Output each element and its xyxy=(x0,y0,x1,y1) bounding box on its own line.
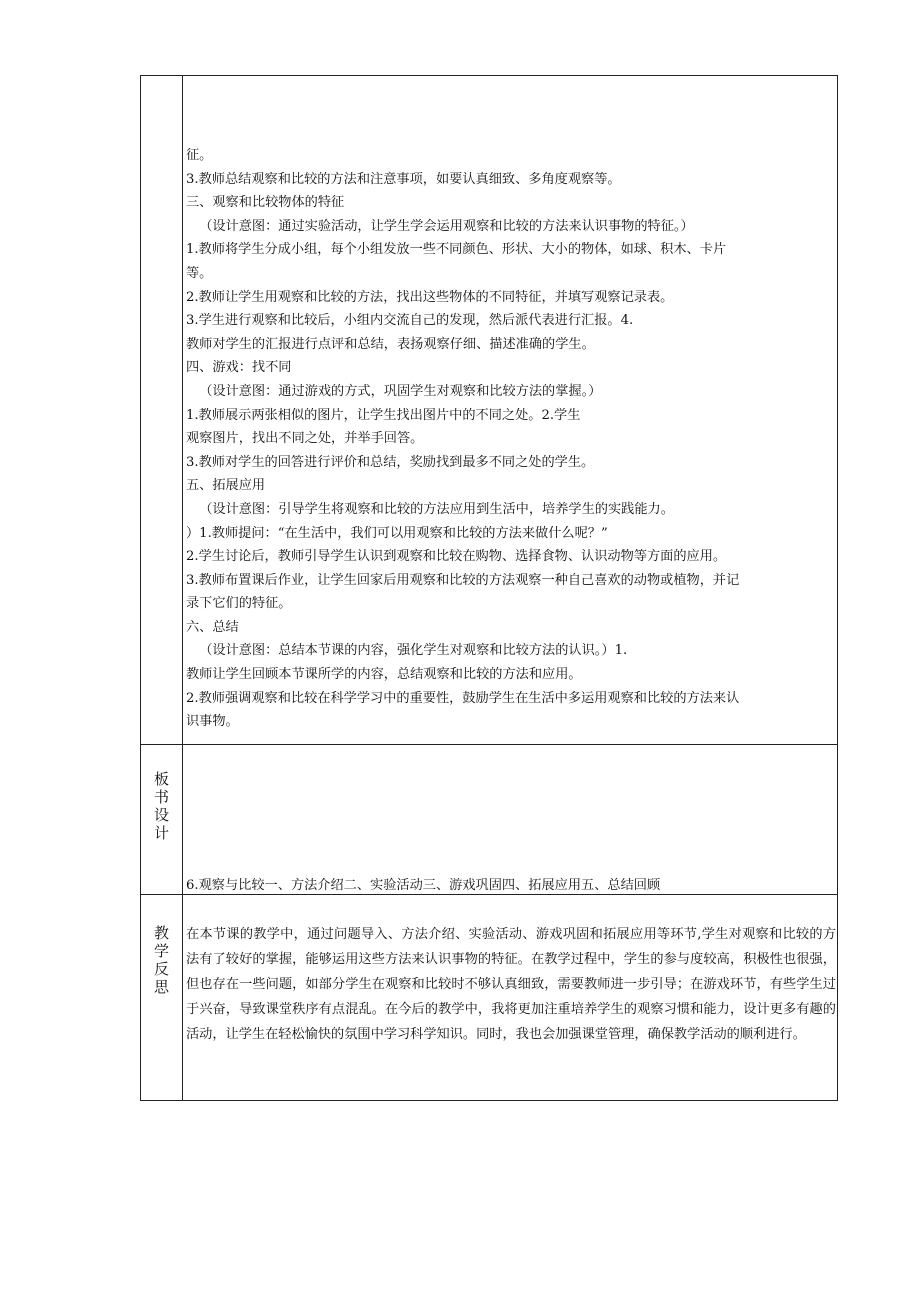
lesson-line: 3.教师布置课后作业，让学生回家后用观察和比较的方法观察一种自己喜欢的动物或植物，并记 xyxy=(186,572,740,588)
label-char: 书 xyxy=(153,788,169,806)
label-char: 思 xyxy=(153,978,169,996)
lesson-line: 录下它们的特征。 xyxy=(186,596,292,612)
lesson-line: 3.教师总结观察和比较的方法和注意事项，如要认真细致、多角度观察等。 xyxy=(186,171,621,187)
lesson-line: 教师让学生回顾本节课所学的内容，总结观察和比较的方法和应用。 xyxy=(186,667,582,683)
lesson-line: 等。 xyxy=(186,265,213,281)
section-heading: 三、观察和比较物体的特征 xyxy=(186,195,345,211)
label-char: 板 xyxy=(153,770,169,788)
board-design-label xyxy=(141,770,182,842)
section-heading: 五、拓展应用 xyxy=(186,478,266,494)
column-divider xyxy=(182,76,183,1100)
section-heading: 六、总结 xyxy=(186,619,239,635)
lesson-line: 教师对学生的汇报进行点评和总结，表扬观察仔细、描述准确的学生。 xyxy=(186,336,595,352)
design-intent: （设计意图：通过实验活动，让学生学会运用观察和比较的方法来认识事物的特征。） xyxy=(199,218,694,234)
row-divider-board xyxy=(141,744,837,745)
lesson-line: 征。 xyxy=(186,148,213,163)
label-char: 教 xyxy=(153,924,169,942)
teaching-reflection-label xyxy=(141,924,182,996)
design-intent: （设计意图：引导学生将观察和比较的方法应用到生活中，培养学生的实践能力。 xyxy=(199,501,674,517)
lesson-line: 观察图片，找出不同之处，并举手回答。 xyxy=(186,431,424,447)
lesson-line: 2.学生讨论后，教师引导学生认识到观察和比较在购物、选择食物、认识动物等方面的应用。 xyxy=(186,549,727,565)
lesson-line: 2.教师强调观察和比较在科学学习中的重要性，鼓励学生在生活中多运用观察和比较的方法来认 xyxy=(186,690,740,706)
lesson-process-content xyxy=(186,144,826,734)
lesson-line: 1.教师将学生分成小组，每个小组发放一些不同颜色、形状、大小的物体，如球、积木、卡片 xyxy=(186,242,727,258)
lesson-line: 3.学生进行观察和比较后，小组内交流自己的发现，然后派代表进行汇报。4. xyxy=(186,313,634,329)
label-char: 反 xyxy=(153,960,169,978)
design-intent: （设计意图：总结本节课的内容，强化学生对观察和比较方法的认识。）1. xyxy=(199,643,628,659)
lesson-plan-table xyxy=(140,75,838,1101)
lesson-line: 2.教师让学生用观察和比较的方法，找出这些物体的不同特征，并填写观察记录表。 xyxy=(186,289,674,305)
board-design-text: 6.观察与比较一、方法介绍二、实验活动三、游戏巩固四、拓展应用五、总结回顾 xyxy=(186,878,661,893)
label-char: 设 xyxy=(153,806,169,824)
lesson-line: ）1.教师提问：“在生活中，我们可以用观察和比较的方法来做什么呢？” xyxy=(186,525,608,541)
reflection-text: 在本节课的教学中，通过问题导入、方法介绍、实验活动、游戏巩固和拓展应用等环节,学生对观察和比较的方法有了较好的掌握，能够运用这些方法来认识事物的特征。在教学过程中，学生的参与度较高，积极性也很强，但也存在一些问题，如部分学生在观察和比较时不够认真细致，需要教师进一步引导；在游戏环节，有些学生过于兴奋，导致课堂秩序有点混乱。在今后的教学中，我将更加注重培养学生的观察习惯和能力，设计更多有趣的活动，让学生在轻松愉快的氛围中学习科学知识。同时，我也会加强课堂管理，确保教学活动的顺利进行。 xyxy=(186,927,836,1042)
label-char: 计 xyxy=(153,824,169,842)
board-design-content xyxy=(186,874,826,898)
teaching-reflection-content xyxy=(186,922,836,1047)
label-char: 学 xyxy=(153,942,169,960)
section-heading: 四、游戏：找不同 xyxy=(186,360,292,376)
design-intent: （设计意图：通过游戏的方式，巩固学生对观察和比较方法的掌握。） xyxy=(199,383,602,399)
lesson-line: 3.教师对学生的回答进行评价和总结，奖励找到最多不同之处的学生。 xyxy=(186,454,595,470)
lesson-line: 识事物。 xyxy=(186,714,239,730)
lesson-line: 1.教师展示两张相似的图片，让学生找出图片中的不同之处。2.学生 xyxy=(186,407,581,423)
